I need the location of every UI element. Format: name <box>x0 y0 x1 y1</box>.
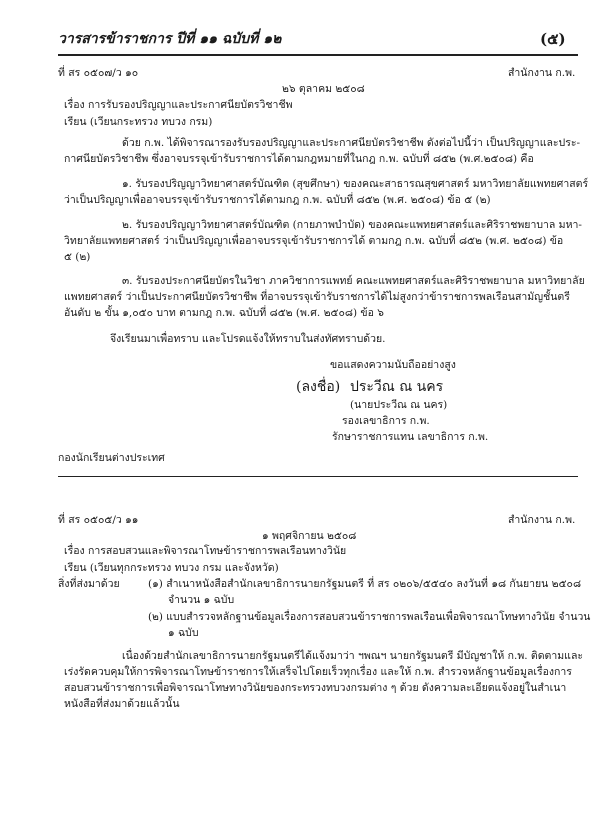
letter1-body-line: ด้วย ก.พ. ได้พิจารณารองรับรองปริญญาและประกาศนียบัตรวิชาชีพ ดังต่อไปนี้ว่า เป็นปริญญาและประ- <box>122 137 581 149</box>
letter1-office: สำนักงาน ก.พ. <box>508 67 576 79</box>
letter1-signature-name: ประวีณ ณ นคร <box>350 379 444 395</box>
letter1-body-line: ๓. รับรองประกาศนียบัตรในวิชา ภาควิชาการแพทย์ คณะแพทยศาสตร์และศิริราชพยาบาล มหาวิทยาลัย <box>122 275 585 287</box>
letter2-enclosure-item: ๑ ฉบับ <box>168 627 199 639</box>
letter1-body-line: ๒. รับรองปริญญาวิทยาศาสตร์บัณฑิต (กายภาพบำบัด) ของคณะแพทยศาสตร์และศิริราชพยาบาล มหา- <box>122 219 582 231</box>
letter1-body-line: วิทยาลัยแพทยศาสตร์ ว่าเป็นปริญญาเพื่ออาจบรรจุเข้ารับราชการได้ ตามกฎ ก.พ. ฉบับที่ ๘๕๒ (พ.ศ. ๒๕๐๘) ข้อ <box>64 235 564 247</box>
section-divider <box>58 476 578 477</box>
letter1-body-line: แพทยศาสตร์ ว่าเป็นประกาศนียบัตรวิชาชีพ ที่อาจบรรจุเข้ารับราชการได้ไม่สูงกว่าข้าราชการพลเรือนสามัญชั้นตรี <box>64 291 570 303</box>
letter2-subject: เรื่อง การสอบสวนและพิจารณาโทษข้าราชการพลเรือนทางวินัย <box>64 545 347 557</box>
letter1-body-line: ๕ (๒) <box>64 251 91 263</box>
letter1-signature-sign: (ลงชื่อ) <box>296 379 341 395</box>
letter1-position-acting: รักษาราชการแทน เลขาธิการ ก.พ. <box>332 431 489 443</box>
page-number: (๕) <box>540 30 566 48</box>
letter2-enclosure-label: สิ่งที่ส่งมาด้วย <box>58 578 120 590</box>
letter2-body-line: เร่งรัดควบคุมให้การพิจารณาโทษข้าราชการให้เสร็จไปโดยเร็วทุกเรื่อง และให้ ก.พ. สำรวจหลักฐานข้อมูลเรื่องการ <box>64 666 572 678</box>
header-rule <box>58 54 578 56</box>
letter1-department: กองนักเรียนต่างประเทศ <box>58 452 165 464</box>
letter2-body-line: หนังสือที่ส่งมาด้วยแล้วนั้น <box>64 698 180 710</box>
letter1-recipient: เรียน (เวียนกระทรวง ทบวง กรม) <box>64 116 213 128</box>
letter1-body-line: ว่าเป็นปริญญาเพื่ออาจบรรจุเข้ารับราชการได้ตามกฎ ก.พ. ฉบับที่ ๘๕๒ (พ.ศ. ๒๕๐๘) ข้อ ๕ (๒) <box>64 194 491 206</box>
letter1-signature-fullname: (นายประวีณ ณ นคร) <box>350 399 448 411</box>
journal-header-title: วารสารข้าราชการ ปีที่ ๑๑ ฉบับที่ ๑๒ <box>58 31 282 47</box>
letter2-enclosure-item: (๒) แบบสำรวจหลักฐานข้อมูลเรื่องการสอบสวนข้าราชการพลเรือนเพื่อพิจารณาโทษทางวินัย จำนวน <box>148 611 591 623</box>
letter1-date: ๒๖ ตุลาคม ๒๕๐๘ <box>282 83 365 95</box>
letter2-recipient: เรียน (เวียนทุกกระทรวง ทบวง กรม และจังหวัด) <box>64 562 279 574</box>
letter2-enclosure-item: (๑) สำเนาหนังสือสำนักเลขาธิการนายกรัฐมนตรี ที่ สร ๐๒๐๖/๕๕๔๐ ลงวันที่ ๑๘ กันยายน ๒๕๐๘ <box>148 578 582 590</box>
letter1-body-line: อันดับ ๒ ขั้น ๑,๐๕๐ บาท ตามกฎ ก.พ. ฉบับที่ ๘๕๒ (พ.ศ. ๒๕๐๘) ข้อ ๖ <box>64 307 384 319</box>
letter1-body-line: กาศนียบัตรวิชาชีพ ซึ่งอาจบรรจุเข้ารับราชการได้ตามกฎหมายที่ในกฎ ก.พ. ฉบับที่ ๘๕๒ (พ.ศ.๒๕๐๘) คือ <box>64 153 534 165</box>
letter2-body-line: สอบสวนข้าราชการเพื่อพิจารณาโทษทางวินัยของกระทรวงทบวงกรมต่าง ๆ ด้วย ดังความละเอียดแจ้งอยู่ในสำเนา <box>64 682 567 694</box>
letter2-office: สำนักงาน ก.พ. <box>508 514 576 526</box>
letter1-body-line: ๑. รับรองปริญญาวิทยาศาสตร์บัณฑิต (สุขศึกษา) ของคณะสาธารณสุขศาสตร์ มหาวิทยาลัยแพทยศาสตร์ <box>122 178 589 190</box>
letter2-date: ๑ พฤศจิกายน ๒๕๐๘ <box>262 530 357 542</box>
letter1-subject: เรื่อง การรับรองปริญญาและประกาศนียบัตรวิชาชีพ <box>64 99 293 111</box>
letter2-ref: ที่ สร ๐๕๐๕/ว ๑๑ <box>58 514 139 526</box>
letter1-position: รองเลขาธิการ ก.พ. <box>342 415 430 427</box>
letter2-body-line: เนื่องด้วยสำนักเลขาธิการนายกรัฐมนตรีได้แจ้งมาว่า ฯพณฯ นายกรัฐมนตรี มีบัญชาให้ ก.พ. ติดตามและ <box>122 650 584 662</box>
letter1-ref: ที่ สร ๐๕๐๗/ว ๑๐ <box>58 67 139 79</box>
letter2-enclosure-item: จำนวน ๑ ฉบับ <box>168 594 235 606</box>
letter1-closing: ขอแสดงความนับถืออย่างสูง <box>330 359 456 371</box>
letter1-closing-request: จึงเรียนมาเพื่อทราบ และโปรดแจ้งให้ทราบในส่งทัศทราบด้วย. <box>110 333 386 345</box>
